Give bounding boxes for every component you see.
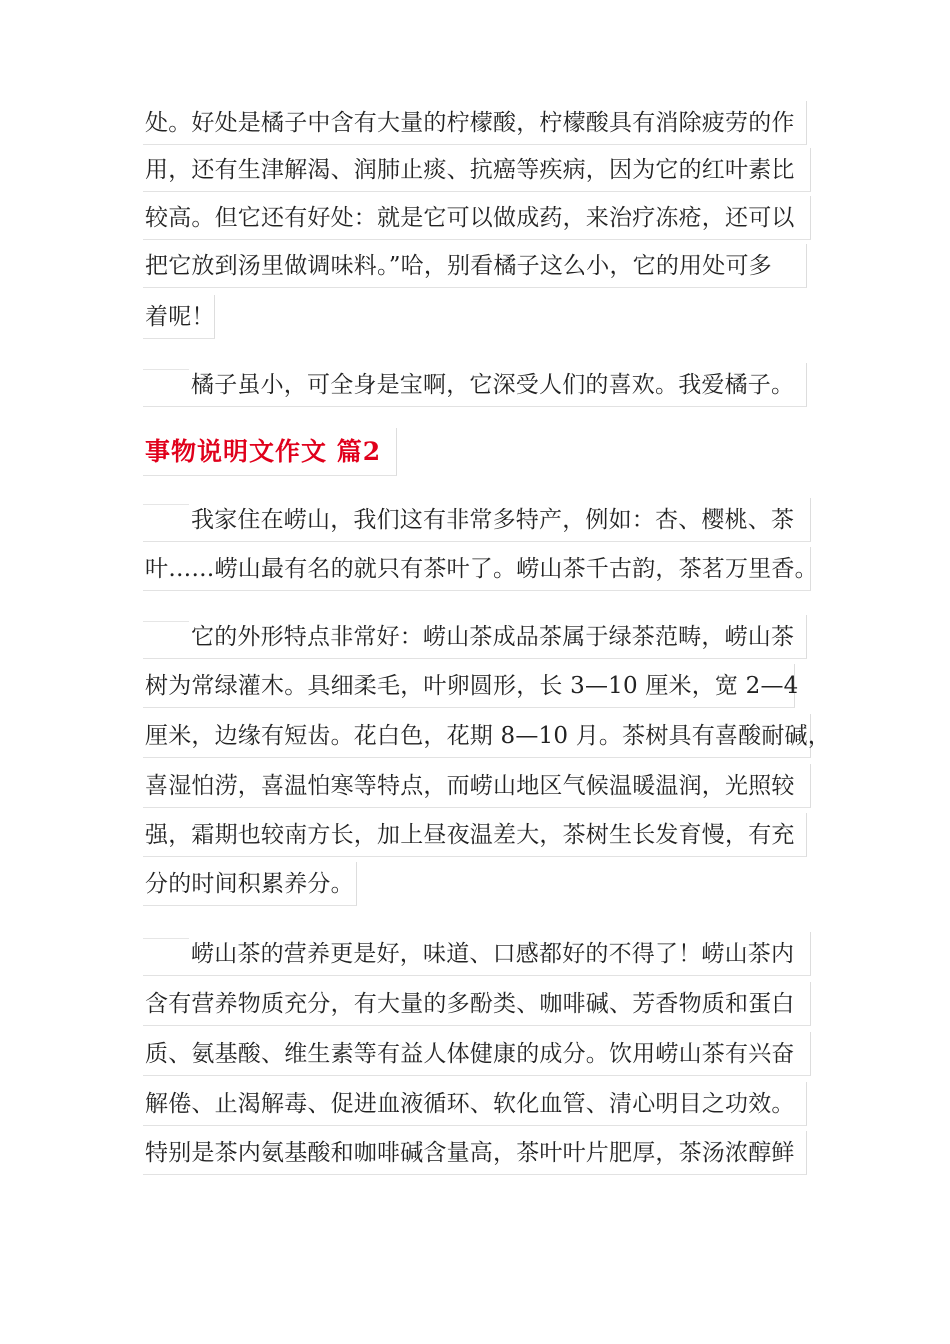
text-line: 特别是茶内氨基酸和咖啡碱含量高，茶叶叶片肥厚，茶汤浓醇鲜 bbox=[143, 1131, 807, 1175]
paragraph-text: 它的外形特点非常好：崂山茶成品茶属于绿茶范畴，崂山茶 bbox=[191, 624, 795, 650]
text-line: 喜湿怕涝，喜温怕寒等特点，而崂山地区气候温暖温润，光照较 bbox=[143, 764, 811, 808]
text-line: 把它放到汤里做调味料。”哈，别看橘子这么小，它的用处可多 bbox=[143, 244, 807, 288]
paragraph-text: 崂山茶的营养更是好，味道、口感都好的不得了！崂山茶内 bbox=[191, 941, 795, 967]
text-line-indented bbox=[143, 498, 811, 542]
text-line: 解倦、止渴解毒、促进血液循环、软化血管、清心明目之功效。 bbox=[143, 1082, 807, 1126]
text-line: 含有营养物质充分，有大量的多酚类、咖啡碱、芳香物质和蛋白 bbox=[143, 982, 811, 1026]
text-line-indented bbox=[143, 932, 811, 976]
text-line: 质、氨基酸、维生素等有益人体健康的成分。饮用崂山茶有兴奋 bbox=[143, 1032, 811, 1076]
text-line: 着呢！ bbox=[143, 295, 215, 339]
text-line: 分的时间积累养分。 bbox=[143, 862, 357, 906]
section-heading: 事物说明文作文 篇2 bbox=[143, 428, 397, 476]
text-line-indented bbox=[143, 363, 807, 407]
text-line: 厘米，边缘有短齿。花白色，花期 8—10 月。茶树具有喜酸耐碱， bbox=[143, 714, 811, 758]
text-line: 处。好处是橘子中含有大量的柠檬酸，柠檬酸具有消除疲劳的作 bbox=[143, 101, 807, 145]
paragraph-text: 橘子虽小，可全身是宝啊，它深受人们的喜欢。我爱橘子。 bbox=[191, 372, 795, 398]
indent-guide bbox=[143, 504, 189, 506]
text-line: 叶……崂山最有名的就只有茶叶了。崂山茶千古韵，茶茗万里香。 bbox=[143, 547, 811, 591]
indent-guide bbox=[143, 369, 189, 371]
text-line: 用，还有生津解渴、润肺止痰、抗癌等疾病，因为它的红叶素比 bbox=[143, 148, 811, 192]
indent-guide bbox=[143, 621, 189, 623]
text-line: 较高。但它还有好处：就是它可以做成药，来治疗冻疮，还可以 bbox=[143, 196, 811, 240]
text-line: 强，霜期也较南方长，加上昼夜温差大，茶树生长发育慢，有充 bbox=[143, 813, 807, 857]
indent-guide bbox=[143, 938, 189, 940]
text-line-indented bbox=[143, 615, 807, 659]
paragraph-text: 我家住在崂山，我们这有非常多特产，例如：杏、樱桃、茶 bbox=[191, 507, 795, 533]
text-line: 树为常绿灌木。具细柔毛，叶卵圆形，长 3—10 厘米，宽 2—4 bbox=[143, 664, 795, 708]
